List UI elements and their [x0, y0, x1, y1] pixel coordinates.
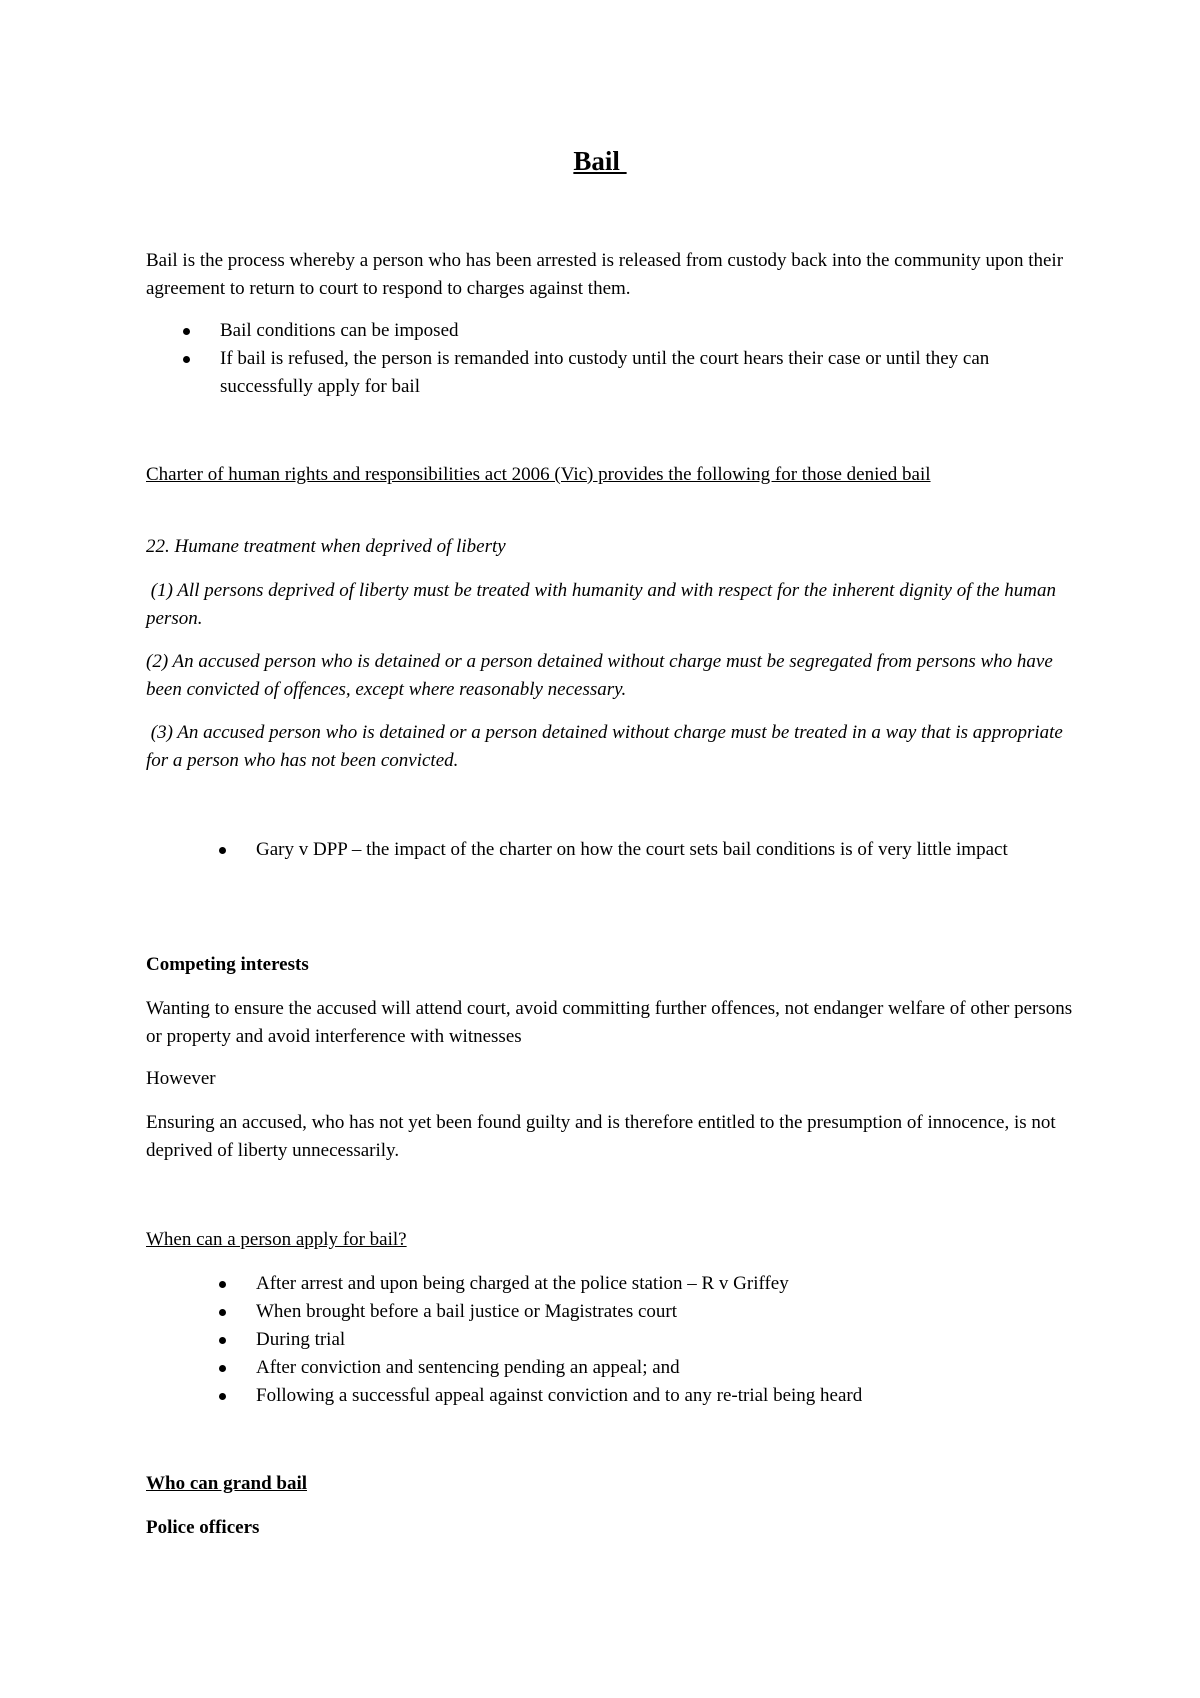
- list-item: After conviction and sentencing pending an appeal; and: [256, 1354, 1076, 1382]
- page-title: Bail: [573, 146, 627, 176]
- list-item: During trial: [256, 1326, 1076, 1354]
- clause-2: (2) An accused person who is detained or a person detained without charge must be segregated from persons who have been convicted of offences, except where reasonably necessary.: [146, 651, 1053, 700]
- intro-bullet-list: [220, 317, 1080, 401]
- list-item: If bail is refused, the person is remanded into custody until the court hears their case or until they can successfully apply for bail: [220, 345, 1080, 401]
- however-text: However: [146, 1068, 216, 1089]
- ensuring-text: Ensuring an accused, who has not yet been found guilty and is therefore entitled to the presumption of innocence, is not deprived of liberty unnecessarily.: [146, 1112, 1056, 1161]
- section-22-heading: 22. Humane treatment when deprived of liberty: [146, 536, 506, 557]
- who-grant-bail-heading: Who can grand bail: [146, 1473, 308, 1494]
- when-apply-heading: When can a person apply for bail?: [146, 1229, 407, 1250]
- case-bullet-list: [256, 836, 1046, 864]
- bullet-icon: [219, 847, 226, 854]
- police-officers-heading: Police officers: [146, 1517, 260, 1538]
- list-item: Following a successful appeal against conviction and to any re-trial being heard: [256, 1382, 1076, 1410]
- list-item: When brought before a bail justice or Magistrates court: [256, 1298, 1076, 1326]
- competing-interests-text: Wanting to ensure the accused will attend court, avoid committing further offences, not endanger welfare of other persons or property and avoid interference with witnesses: [146, 998, 1073, 1047]
- charter-heading: Charter of human rights and responsibilities act 2006 (Vic) provides the following for those denied bail: [146, 464, 931, 485]
- competing-interests-heading: Competing interests: [146, 954, 309, 975]
- bullet-icon: [219, 1393, 226, 1400]
- bullet-icon: [219, 1281, 226, 1288]
- intro-paragraph: Bail is the process whereby a person who has been arrested is released from custody back into the community upon their agreement to return to court to respond to charges against them.: [146, 250, 1064, 299]
- bullet-icon: [183, 356, 190, 363]
- bullet-icon: [183, 328, 190, 335]
- bullet-icon: [219, 1337, 226, 1344]
- bullet-icon: [219, 1309, 226, 1316]
- clause-1: (1) All persons deprived of liberty must be treated with humanity and with respect for the inherent dignity of the human person.: [146, 580, 1061, 629]
- list-item: Gary v DPP – the impact of the charter on how the court sets bail conditions is of very little impact: [256, 836, 1046, 864]
- when-apply-bullet-list: [256, 1270, 1076, 1410]
- list-item: Bail conditions can be imposed: [220, 317, 1080, 345]
- clause-3: (3) An accused person who is detained or a person detained without charge must be treated in a way that is appropriate for a person who has not been convicted.: [146, 722, 1068, 771]
- bullet-icon: [219, 1365, 226, 1372]
- list-item: After arrest and upon being charged at the police station – R v Griffey: [256, 1270, 1076, 1298]
